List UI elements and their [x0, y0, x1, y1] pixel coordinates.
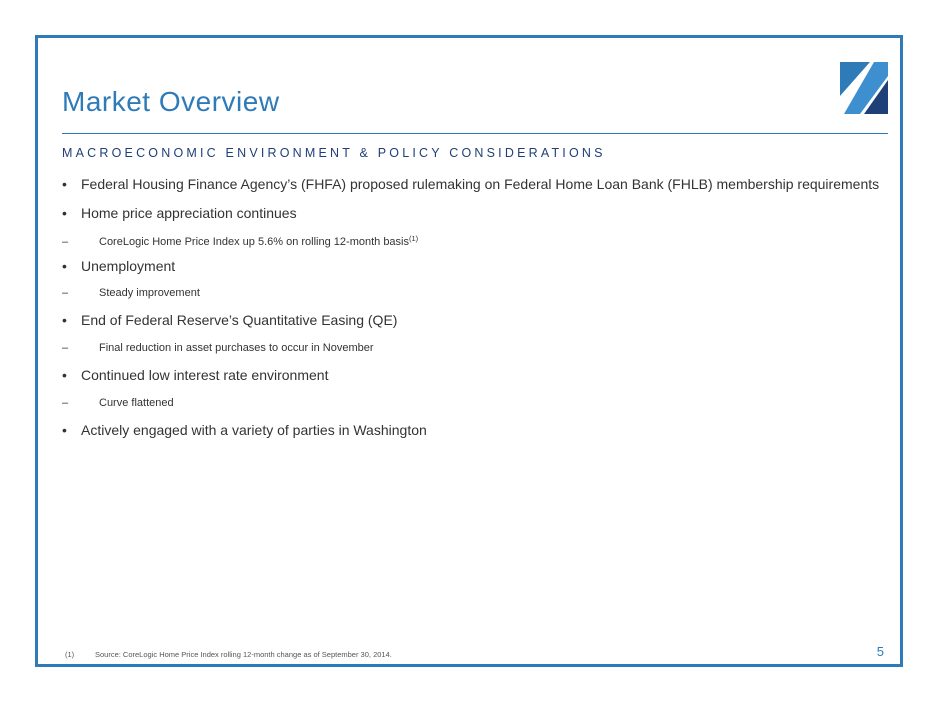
- footnote-reference: (1): [409, 234, 419, 243]
- bullet-item: [62, 205, 297, 221]
- bullet-text: Federal Housing Finance Agency’s (FHFA) proposed rulemaking on Federal Home Loan Bank (FHLB) membership requirements: [81, 176, 880, 192]
- bullet-item: [62, 176, 879, 192]
- bullet-text: Home price appreciation continues: [81, 205, 297, 221]
- footnote: [65, 650, 392, 659]
- bullet-text: Continued low interest rate environment: [81, 367, 329, 383]
- bullet-dot: •: [62, 312, 67, 328]
- footnote-text: Source: CoreLogic Home Price Index rolling 12-month change as of September 30, 2014.: [95, 650, 392, 659]
- page-title: Market Overview: [62, 86, 280, 117]
- bullet-item: [62, 367, 328, 383]
- section-subtitle: MACROECONOMIC ENVIRONMENT & POLICY CONSIDERATIONS: [62, 146, 606, 160]
- sub-bullet-text: Final reduction in asset purchases to occur in November: [99, 342, 374, 354]
- bullet-dot: •: [62, 258, 67, 274]
- bullet-dot: •: [62, 176, 67, 192]
- footnote-marker: (1): [65, 650, 75, 659]
- bullet-item: [62, 258, 175, 274]
- sub-bullet-item: [62, 397, 174, 409]
- bullet-text: Actively engaged with a variety of parties in Washington: [81, 422, 427, 438]
- sub-bullet-item: [62, 287, 200, 299]
- sub-bullet-item: [62, 234, 418, 248]
- sub-bullet-dash: –: [62, 397, 69, 409]
- sub-bullet-text: CoreLogic Home Price Index up 5.6% on rolling 12-month basis: [99, 236, 409, 248]
- sub-bullet-text: Steady improvement: [99, 287, 200, 299]
- sub-bullet-text: Curve flattened: [99, 397, 174, 409]
- bullet-dot: •: [62, 422, 67, 438]
- company-logo: [840, 62, 888, 114]
- sub-bullet-dash: –: [62, 342, 69, 354]
- bullet-text: Unemployment: [81, 258, 176, 274]
- sub-bullet-dash: –: [62, 236, 69, 248]
- bullet-item: [62, 422, 427, 438]
- slide-frame: [35, 35, 903, 667]
- bullet-item: [62, 312, 397, 328]
- sub-bullet-dash: –: [62, 287, 69, 299]
- bullet-dot: •: [62, 205, 67, 221]
- sub-bullet-item: [62, 342, 374, 354]
- bullet-dot: •: [62, 367, 67, 383]
- page-number: 5: [876, 644, 884, 659]
- bullet-text: End of Federal Reserve’s Quantitative Easing (QE): [81, 312, 398, 328]
- title-divider: [62, 133, 888, 134]
